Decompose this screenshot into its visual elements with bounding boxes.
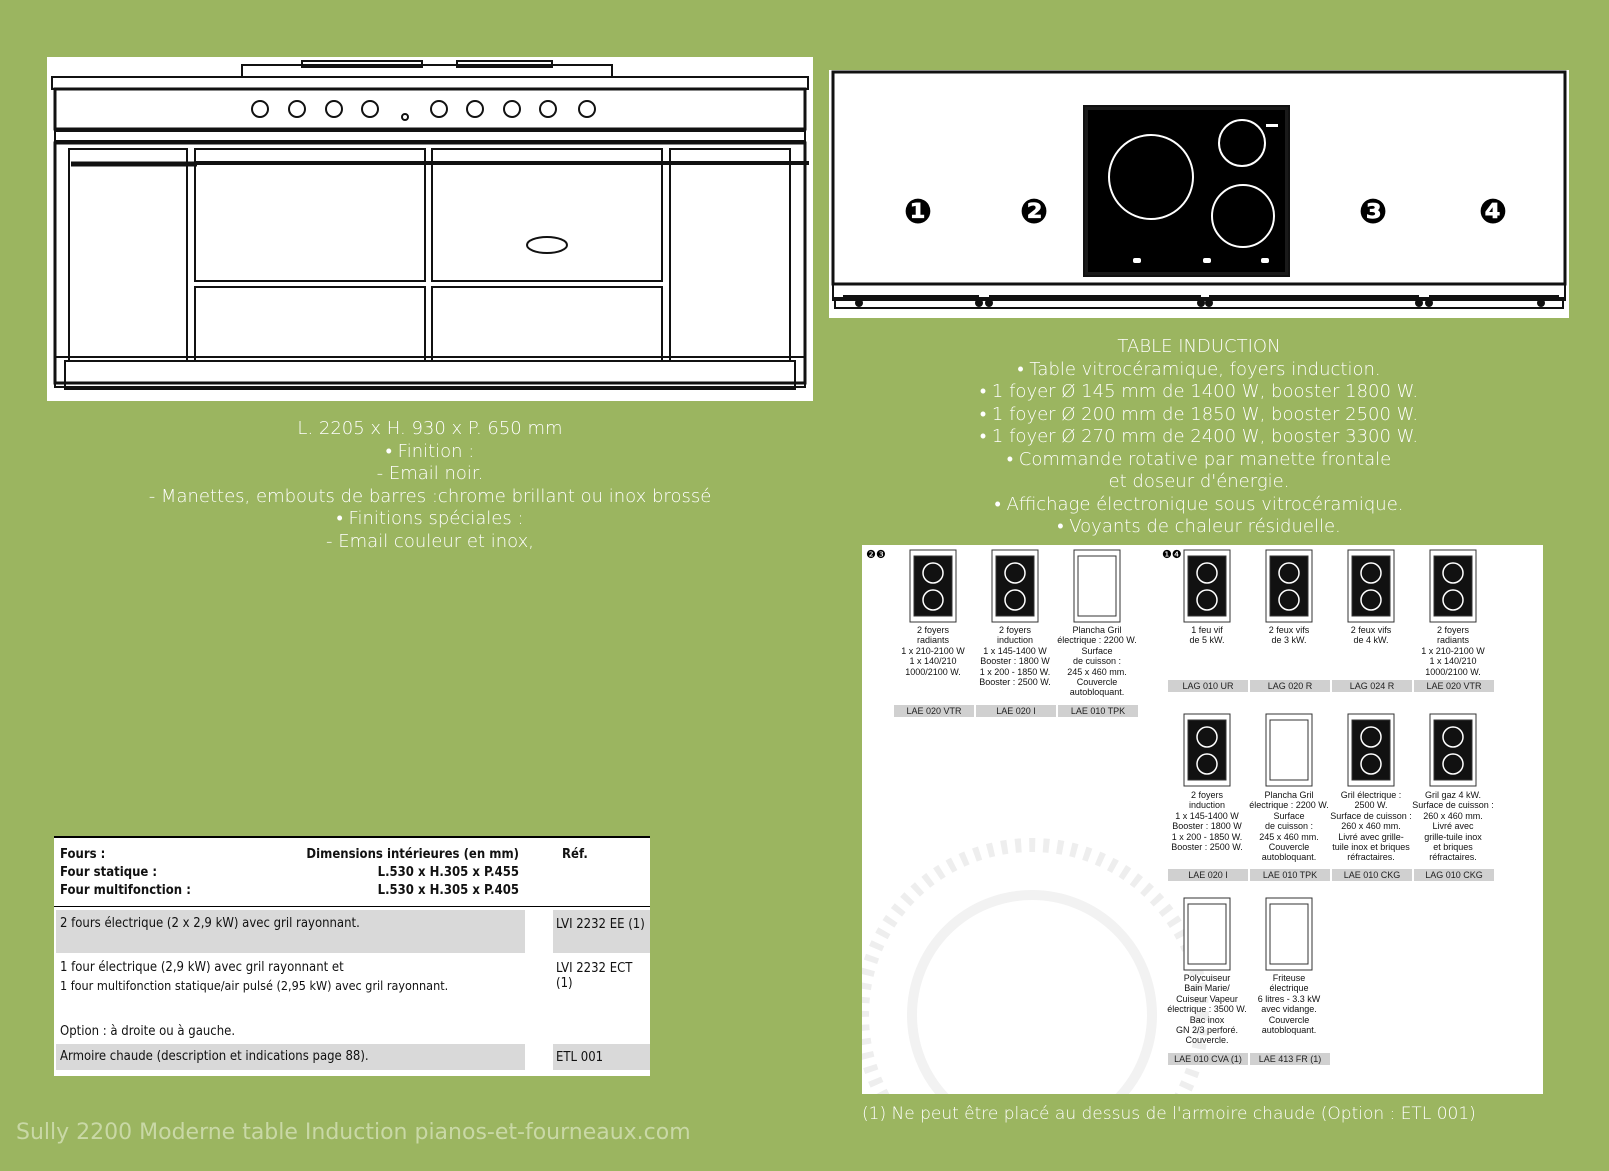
option-description: [1248, 625, 1330, 646]
option-description-line: GN 2/3 perforé.: [1175, 1025, 1239, 1036]
option-description-line: radiants: [1436, 635, 1470, 646]
option-description-line: radiants: [916, 635, 950, 646]
option-description-line: électrique : 3500 W.: [1167, 1004, 1247, 1015]
row-2-desc-2: 1 four multifonction statique/air pulsé (2,95 kW) avec gril rayonnant.: [60, 978, 449, 993]
option-thumbnail-surface: [1270, 720, 1308, 780]
group-b-label: ❶❹: [1162, 548, 1182, 561]
option-description-line: de cuisson :: [1072, 656, 1122, 667]
range-line: • Finitions spéciales :: [336, 508, 524, 529]
option-ref: LAE 020 VTR: [1414, 680, 1494, 692]
option-description-line: autobloquant.: [1069, 687, 1125, 698]
option-thumbnail-surface: [1078, 556, 1116, 616]
option-description-line: Gril électrique :: [1340, 790, 1402, 800]
range-line: - Email couleur et inox,: [326, 530, 534, 552]
header-fours: Fours :: [60, 847, 106, 862]
header-four-statique: Four statique :: [60, 865, 158, 880]
option-description: [1166, 625, 1248, 646]
option-description-line: Friteuse: [1272, 973, 1306, 983]
option-thumbnail-surface: [1434, 556, 1472, 616]
option-description-line: 1 x 200 - 1850 W.: [979, 666, 1051, 677]
row-2-desc: 1 four électrique (2,9 kW) avec gril rayonnant et: [60, 960, 344, 975]
option-thumbnail-surface: [1270, 556, 1308, 616]
option-description-line: 1 x 145-1400 W: [1175, 810, 1239, 821]
dim-statique: L.530 x H.305 x P.455: [377, 865, 519, 880]
option-description-line: Surface: [1273, 810, 1305, 821]
option-thumbnail-surface: [1352, 720, 1390, 780]
option-description-line: Booster : 2500 W.: [1171, 842, 1243, 853]
options-catalog: [862, 545, 1543, 1094]
option-description-line: 2 foyers: [1190, 790, 1223, 800]
option-description-line: réfractaires.: [1347, 852, 1395, 863]
option-description-line: autobloquant.: [1261, 852, 1317, 863]
induction-line: • Affichage électronique sous vitrocéramique.: [994, 493, 1404, 515]
option-description-line: Surface: [1081, 645, 1113, 656]
option-description-line: Polycuiseur: [1183, 973, 1231, 983]
row-3-desc: Armoire chaude (description et indications page 88).: [60, 1049, 369, 1064]
position-4-marker: ❹: [1478, 192, 1508, 232]
row-1-ref: LVI 2232 EE (1): [556, 917, 645, 932]
option-description-line: Livré avec grille-: [1338, 831, 1404, 842]
option-description: [1412, 790, 1494, 863]
option-description-line: Booster : 1800 W: [980, 656, 1050, 667]
position-3-marker: ❸: [1358, 192, 1388, 232]
option-description: [1412, 625, 1494, 677]
option-ref: LAG 010 CKG: [1414, 869, 1494, 881]
row-3-ref: ETL 001: [556, 1050, 604, 1065]
option-description-line: avec vidange.: [1261, 1004, 1317, 1015]
option-description-line: tuile inox et briques: [1332, 842, 1410, 853]
option-description-line: 2 foyers: [916, 625, 949, 635]
induction-line: • Commande rotative par manette frontale: [1006, 448, 1392, 470]
row-2-ref: LVI 2232 ECT (1): [556, 961, 633, 991]
option-description-line: induction: [1188, 800, 1226, 811]
option-thumbnail-surface: [914, 556, 952, 616]
option-description-line: Couvercle: [1268, 842, 1310, 853]
range-front-drawing: [47, 57, 813, 401]
option-thumbnail-surface: [1434, 720, 1472, 780]
option-ref: LAG 020 R: [1250, 680, 1330, 692]
option-description-line: 1 feu vif: [1191, 625, 1223, 635]
option-description-line: 1 x 140/210: [1429, 656, 1477, 667]
option-description-line: Surface de cuisson :: [1330, 810, 1412, 821]
option-description-line: Couvercle.: [1185, 1035, 1229, 1046]
option-description: [1166, 973, 1248, 1046]
option-description-line: de cuisson :: [1264, 821, 1314, 832]
row-2-option: Option : à droite ou à gauche.: [60, 1024, 236, 1039]
option-thumbnail-surface: [1188, 904, 1226, 964]
option-description: [1248, 973, 1330, 1035]
induction-line: et doseur d'énergie.: [1108, 471, 1290, 492]
option-description-line: 1 x 140/210: [909, 656, 957, 667]
option-description-line: grille-tuile inox: [1424, 831, 1482, 842]
top-view-illustration: [829, 70, 1569, 318]
option-description-line: induction: [996, 635, 1034, 646]
option-description-line: 245 x 460 mm.: [1259, 831, 1319, 842]
range-line: - Email noir.: [376, 463, 484, 484]
option-thumbnail-surface: [1188, 720, 1226, 780]
option-description-line: autobloquant.: [1261, 1025, 1317, 1036]
option-description-line: 260 x 460 mm.: [1423, 810, 1483, 821]
oven-spec-table: [54, 836, 650, 1076]
induction-line: • 1 foyer Ø 145 mm de 1400 W, booster 1800 W.: [979, 381, 1419, 402]
induction-description: [829, 336, 1569, 539]
option-description-line: 1000/2100 W.: [905, 666, 961, 677]
footnote: (1) Ne peut être placé au dessus de l'armoire chaude (Option : ETL 001): [862, 1104, 1476, 1124]
option-ref: LAE 020 I: [1168, 869, 1248, 881]
range-line: L. 2205 x H. 930 x P. 650 mm: [297, 418, 563, 439]
option-description-line: Plancha Gril: [1264, 790, 1314, 800]
position-2-marker: ❷: [1019, 192, 1049, 232]
range-illustration: [47, 57, 813, 401]
option-ref: LAE 020 I: [976, 705, 1056, 717]
option-thumbnail-surface: [1188, 556, 1226, 616]
option-description-line: de 5 kW.: [1189, 635, 1225, 646]
option-description: [1330, 790, 1412, 863]
range-line: • Finition :: [385, 440, 475, 462]
header-dimensions: Dimensions intérieures (en mm): [306, 847, 519, 862]
group-a-label: ❷❸: [866, 548, 886, 561]
header-four-multifonction: Four multifonction :: [60, 883, 191, 898]
option-ref: LAG 024 R: [1332, 680, 1412, 692]
induction-line: • Table vitrocéramique, foyers induction.: [1017, 358, 1381, 380]
induction-title: TABLE INDUCTION: [1117, 336, 1281, 357]
option-description-line: Plancha Gril: [1072, 625, 1122, 635]
option-description-line: 1 x 210-2100 W: [901, 645, 965, 656]
option-thumbnail-surface: [1270, 904, 1308, 964]
option-description-line: 6 litres - 3.3 kW: [1257, 993, 1321, 1004]
option-description-line: Bac inox: [1189, 1014, 1225, 1025]
option-description-line: 245 x 460 mm.: [1067, 666, 1127, 677]
option-description-line: électrique : 2200 W.: [1249, 800, 1329, 811]
option-description-line: Bain Marie/: [1184, 983, 1230, 994]
range-line: - Manettes, embouts de barres :chrome brillant ou inox brossé: [148, 485, 712, 507]
induction-line: • 1 foyer Ø 270 mm de 2400 W, booster 3300 W.: [979, 426, 1419, 447]
induction-line: • Voyants de chaleur résiduelle.: [1057, 516, 1341, 537]
option-description-line: 2 foyers: [998, 625, 1031, 635]
option-description-line: 1000/2100 W.: [1425, 666, 1481, 677]
option-description-line: Livré avec: [1432, 821, 1474, 832]
induction-line: • 1 foyer Ø 200 mm de 1850 W, booster 2500 W.: [979, 403, 1419, 425]
option-description-line: 1 x 145-1400 W: [983, 645, 1047, 656]
option-description-line: de 3 kW.: [1271, 635, 1307, 646]
option-ref: LAE 020 VTR: [894, 705, 974, 717]
dim-multifonction: L.530 x H.305 x P.405: [377, 883, 519, 898]
option-description-line: 2 foyers: [1436, 625, 1469, 635]
option-description-line: électrique: [1269, 983, 1309, 994]
option-ref: LAE 413 FR (1): [1250, 1053, 1330, 1065]
option-description-line: Couvercle: [1076, 677, 1118, 688]
option-description-line: 1 x 200 - 1850 W.: [1171, 831, 1243, 842]
option-description-line: Surface de cuisson :: [1412, 800, 1494, 811]
option-description-line: Couvercle: [1268, 1014, 1310, 1025]
option-description-line: Gril gaz 4 kW.: [1424, 790, 1481, 800]
option-description-line: 2 feux vifs: [1350, 625, 1392, 635]
option-ref: LAE 010 TPK: [1250, 869, 1330, 881]
option-ref: LAE 010 CKG: [1332, 869, 1412, 881]
option-description-line: et briques: [1433, 842, 1473, 853]
option-description-line: 1 x 210-2100 W: [1421, 645, 1485, 656]
option-description-line: électrique : 2200 W.: [1057, 635, 1137, 646]
option-description-line: Cuiseur Vapeur: [1176, 993, 1238, 1004]
option-description-line: 2500 W.: [1354, 800, 1388, 811]
option-ref: LAE 010 CVA (1): [1168, 1053, 1248, 1065]
position-1-marker: ❶: [903, 192, 933, 232]
option-description-line: Booster : 1800 W: [1172, 821, 1242, 832]
option-description-line: 2 feux vifs: [1268, 625, 1310, 635]
range-top-view: [829, 70, 1569, 318]
row-1-desc: 2 fours électrique (2 x 2,9 kW) avec gril rayonnant.: [60, 916, 360, 931]
option-description-line: Booster : 2500 W.: [979, 677, 1051, 688]
option-description: [892, 625, 974, 677]
option-thumbnail-surface: [996, 556, 1034, 616]
option-description: [1248, 790, 1330, 863]
option-description: [1330, 625, 1412, 646]
option-description-line: 260 x 460 mm.: [1341, 821, 1401, 832]
option-description: [1166, 790, 1248, 852]
option-description: [974, 625, 1056, 687]
option-thumbnail-surface: [1352, 556, 1390, 616]
option-description-line: de 4 kW.: [1353, 635, 1389, 646]
range-description: [47, 418, 813, 553]
option-ref: LAE 010 TPK: [1058, 705, 1138, 717]
option-description-line: réfractaires.: [1429, 852, 1477, 863]
site-watermark: Sully 2200 Moderne table Induction pianos-et-fourneaux.com: [16, 1120, 691, 1145]
option-description: [1056, 625, 1138, 698]
option-ref: LAG 010 UR: [1168, 680, 1248, 692]
header-ref: Réf.: [562, 847, 588, 862]
